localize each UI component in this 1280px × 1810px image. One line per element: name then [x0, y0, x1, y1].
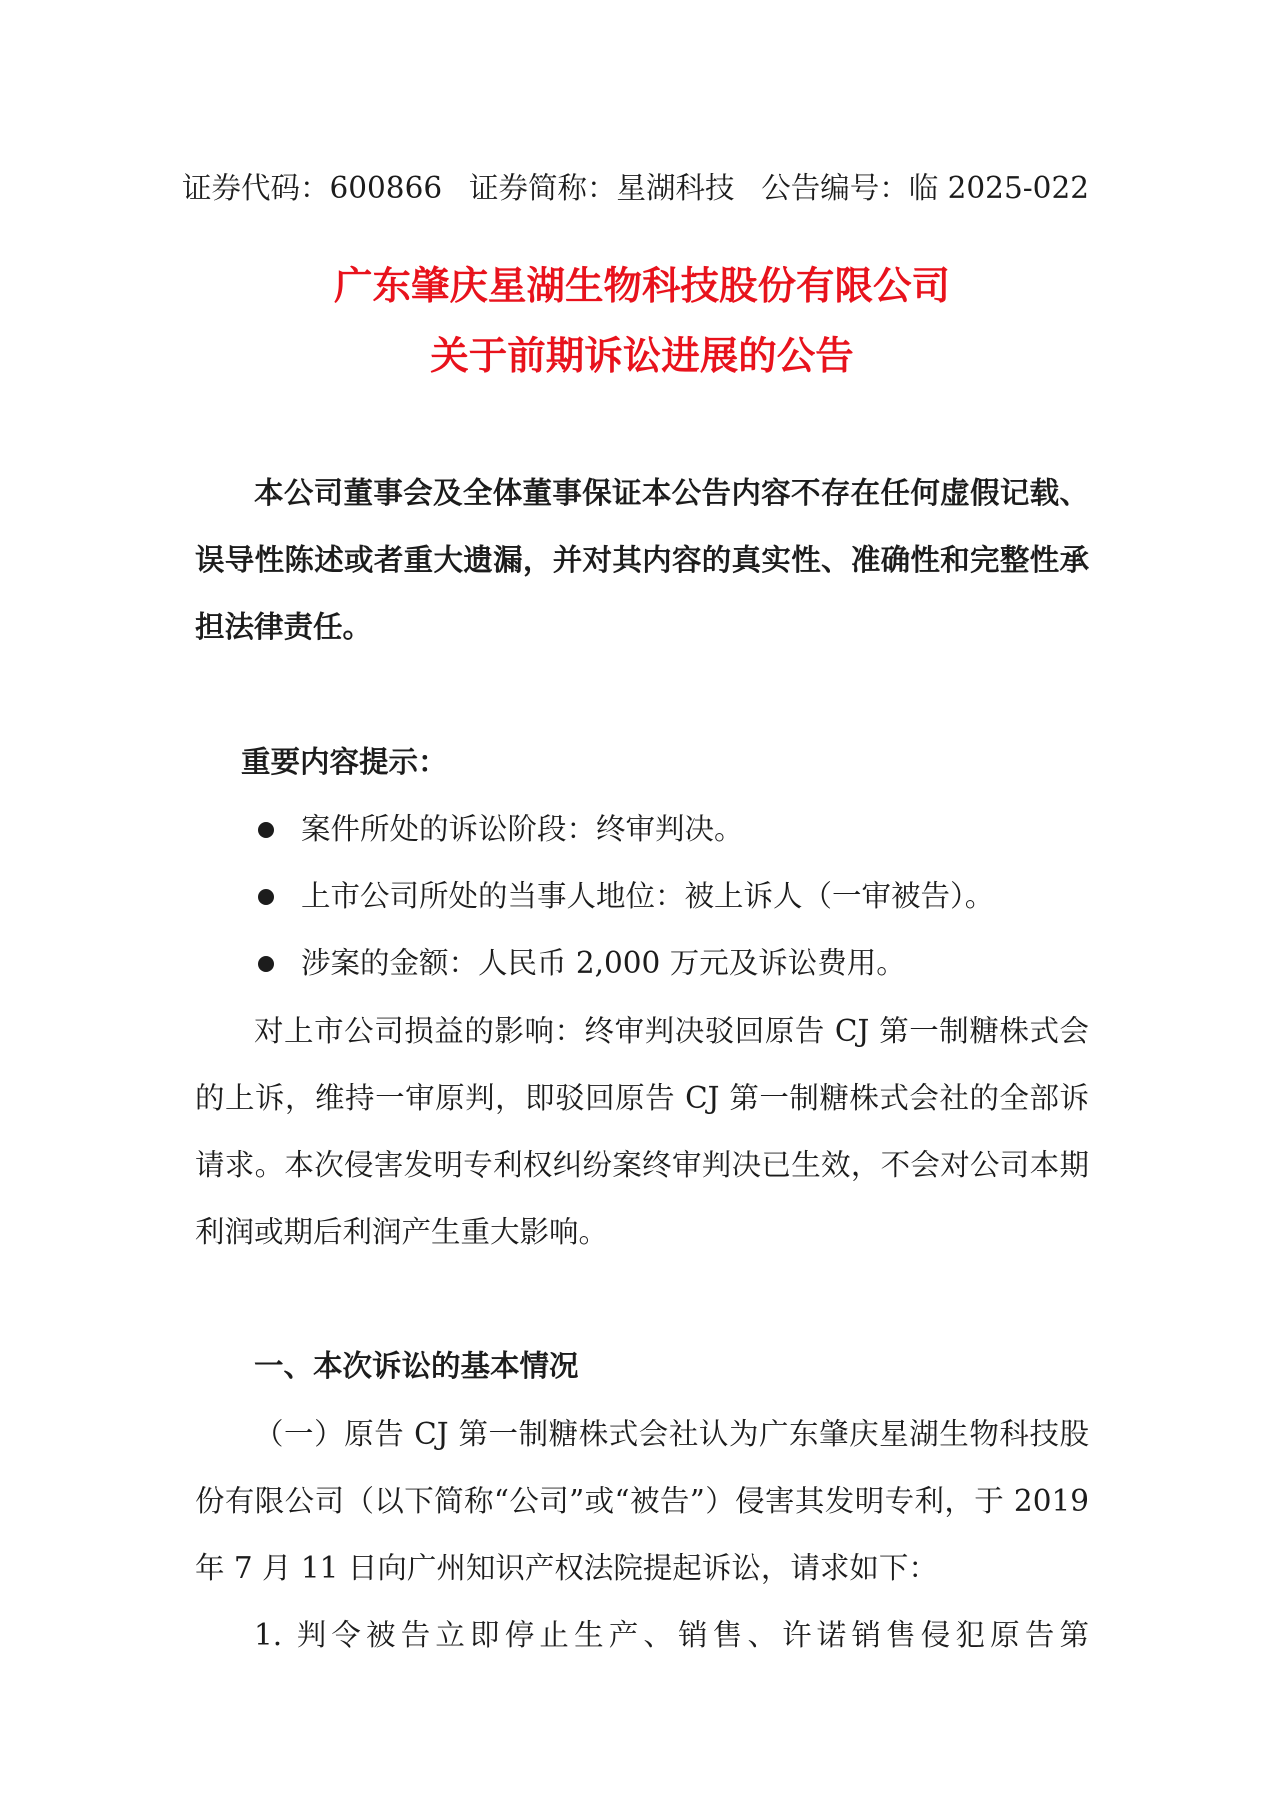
announcement-number: 公告编号：临 2025-022: [761, 171, 1089, 205]
stock-code: 证券代码：600866: [182, 171, 443, 205]
impact-line: 对上市公司损益的影响：终审判决驳回原告 CJ 第一制糖株式会: [254, 1013, 1089, 1048]
section-heading: 一、本次诉讼的基本情况: [254, 1349, 579, 1384]
paragraph-line: 年 7 月 11 日向广州知识产权法院提起诉讼，请求如下：: [195, 1551, 938, 1585]
document-body: [195, 460, 1089, 1669]
board-statement: [195, 460, 1089, 662]
list-item-text: 涉案的金额：人民币 2,000 万元及诉讼费用。: [301, 946, 906, 981]
paragraph-line: 1. 判令被告立即停止生产、销售、许诺销售侵犯原告第: [254, 1618, 1089, 1653]
stock-name: 证券简称：星湖科技: [468, 171, 735, 205]
bullet-icon: [258, 822, 274, 838]
list-item-text: 案件所处的诉讼阶段：终审判决。: [301, 811, 744, 846]
statement-line: 担法律责任。: [195, 610, 373, 645]
list-item-text: 上市公司所处的当事人地位：被上诉人（一审被告）。: [301, 879, 995, 914]
highlights-heading: 重要内容提示：: [241, 744, 448, 779]
impact-paragraph: [195, 998, 1089, 1267]
statement-line: 本公司董事会及全体董事保证本公告内容不存在任何虚假记载、: [254, 476, 1089, 510]
list-item: [195, 930, 1089, 997]
highlights-list: [195, 796, 1089, 998]
spacer: [195, 1266, 1089, 1333]
spacer: [195, 662, 1089, 729]
impact-line: 请求。本次侵害发明专利权纠纷案终审判决已生效，不会对公司本期: [195, 1147, 1089, 1182]
bullet-icon: [258, 889, 274, 905]
document-title: [195, 252, 1089, 392]
paragraph-line: 份有限公司（以下简称“公司”或“被告”）侵害其发明专利，于 2019: [195, 1483, 1089, 1518]
impact-line: 的上诉，维持一审原判，即驳回原告 CJ 第一制糖株式会社的全部诉: [195, 1080, 1089, 1115]
impact-line: 利润或期后利润产生重大影响。: [195, 1215, 609, 1250]
list-item: [195, 863, 1089, 930]
section-paragraph: [195, 1401, 1089, 1603]
claim-item: [195, 1602, 1089, 1669]
paragraph-line: （一）原告 CJ 第一制糖株式会社认为广东肇庆星湖生物科技股: [254, 1416, 1089, 1451]
title-subject: 关于前期诉讼进展的公告: [430, 334, 854, 379]
title-company: 广东肇庆星湖生物科技股份有限公司: [333, 264, 950, 309]
document-header: [182, 168, 1089, 208]
list-item: [195, 796, 1089, 863]
statement-line: 误导性陈述或者重大遗漏，并对其内容的真实性、准确性和完整性承: [195, 543, 1089, 578]
bullet-icon: [258, 956, 274, 972]
